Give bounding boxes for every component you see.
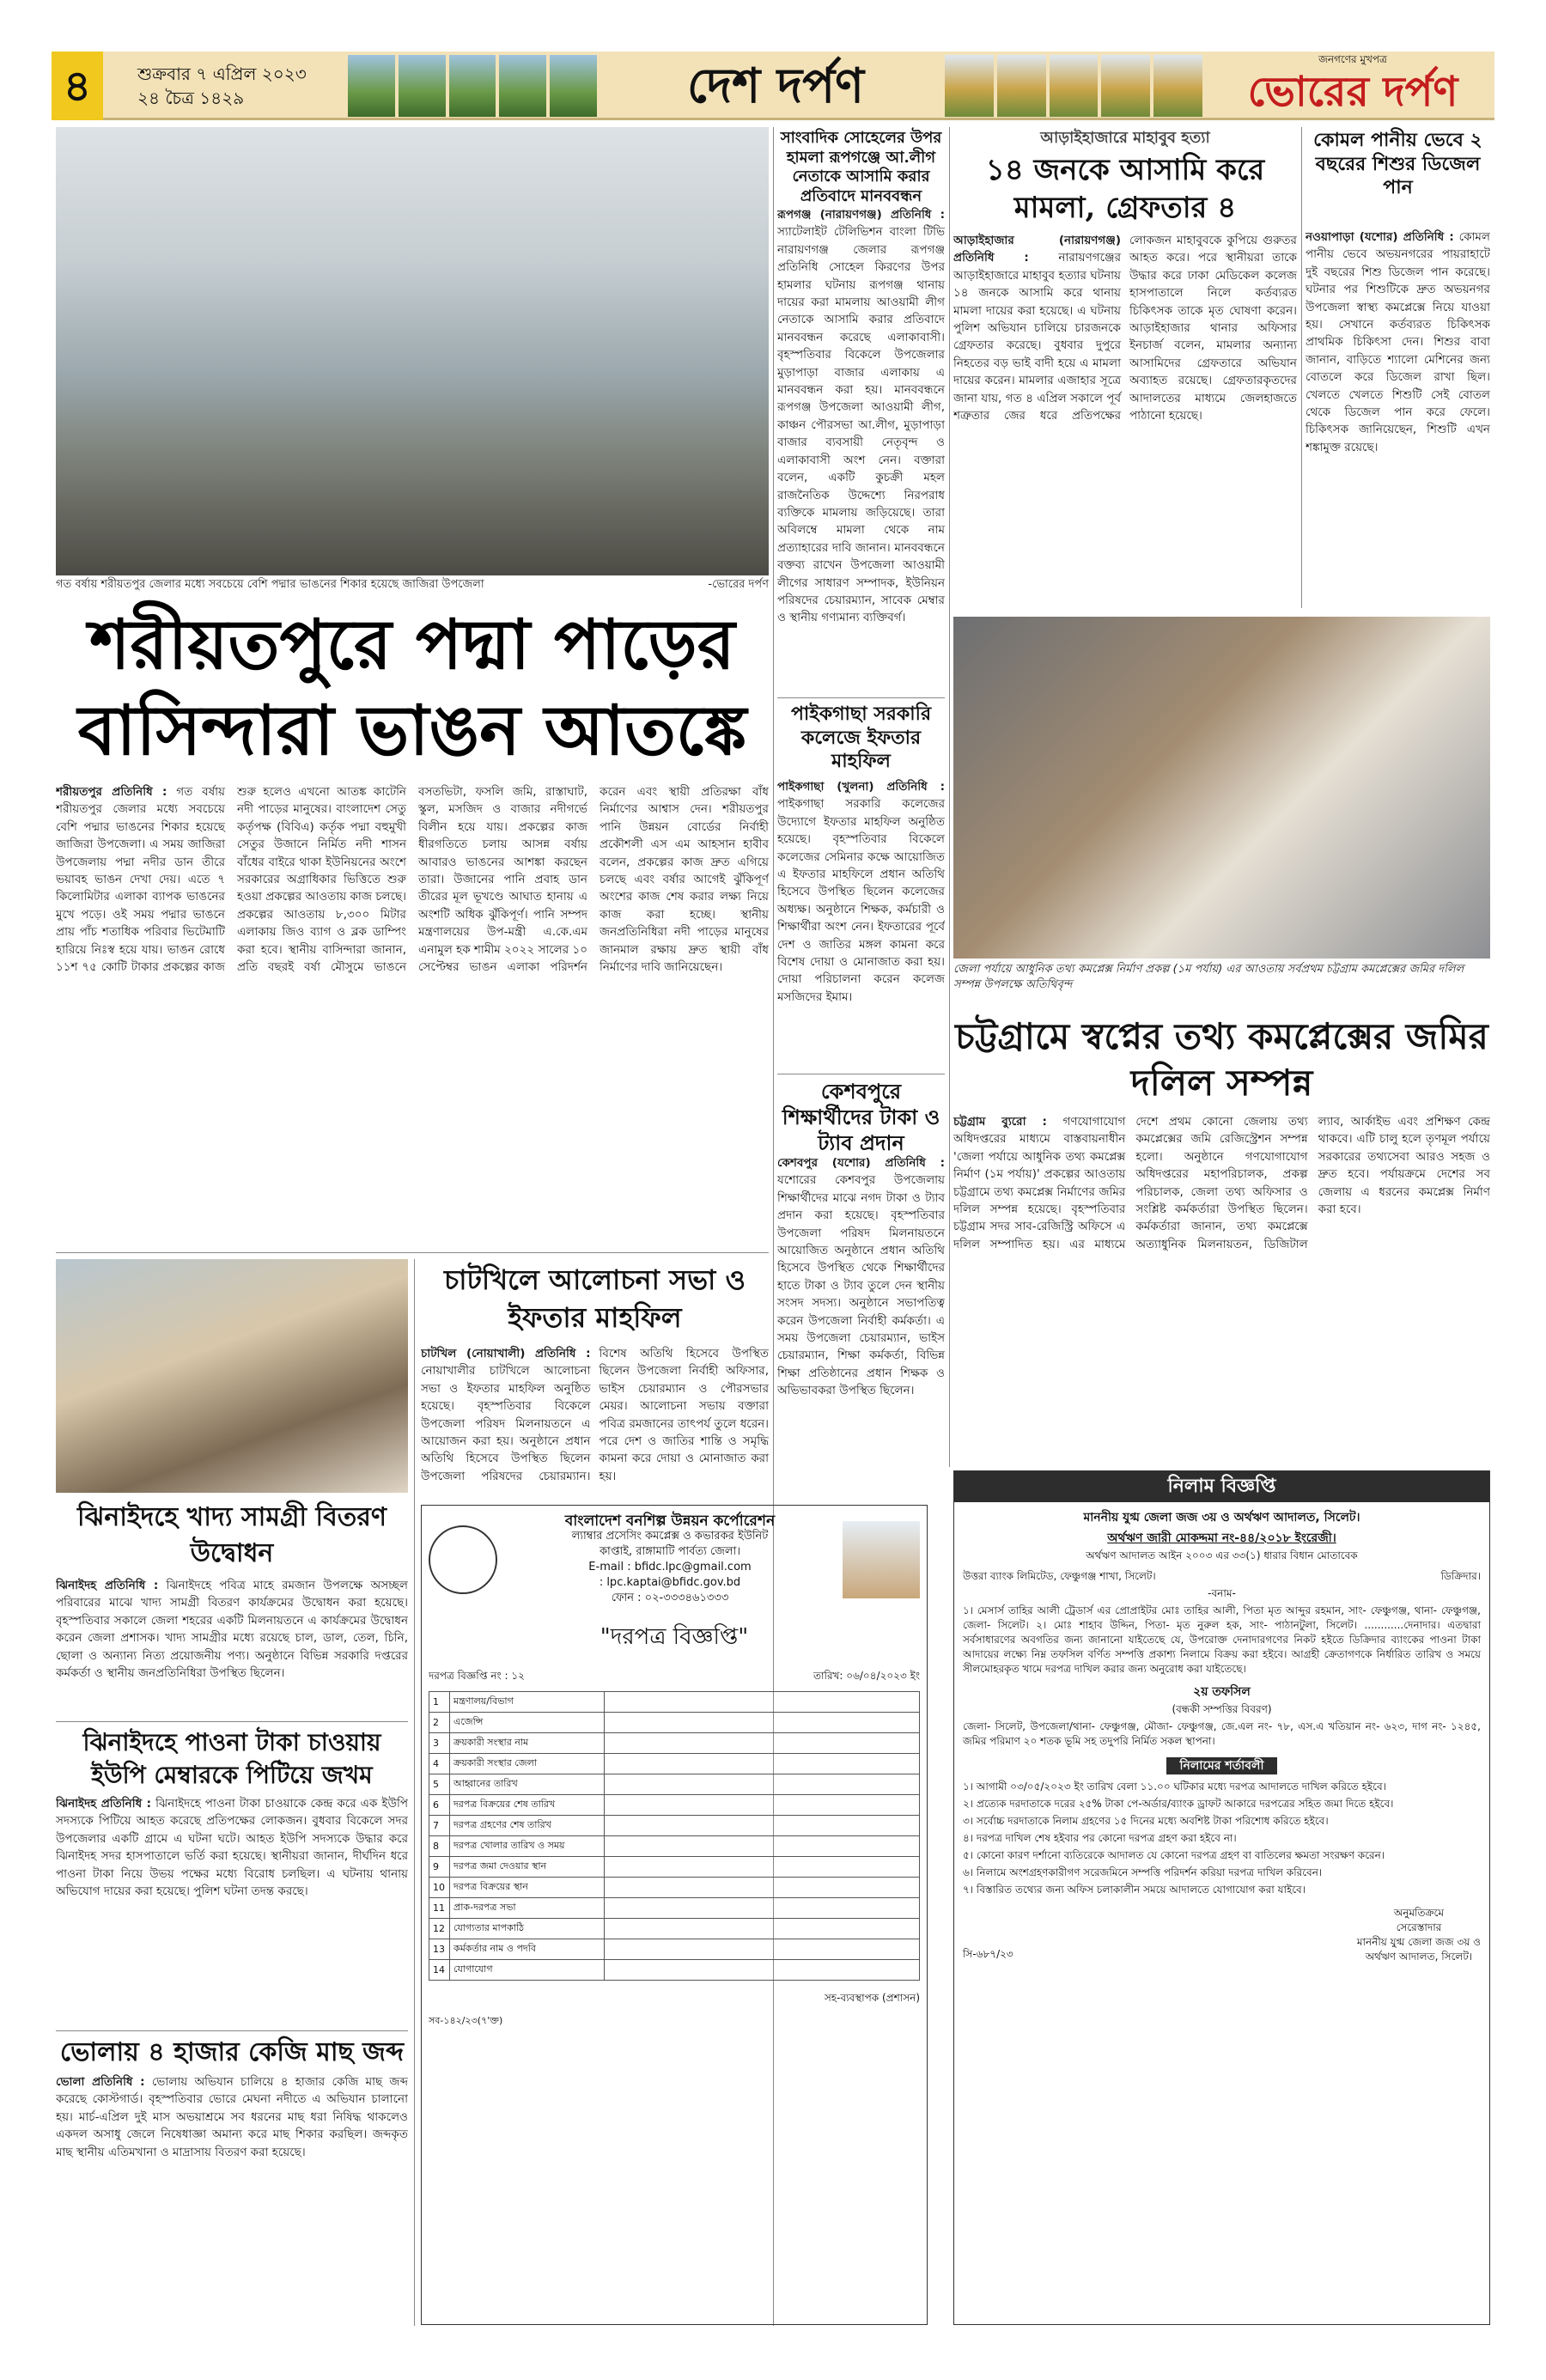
tender-row	[429, 1857, 920, 1878]
logo-text: ভোরের দর্পণ	[1247, 68, 1458, 116]
jhenaidah2-headline: ঝিনাইদহে পাওনা টাকা চাওয়ায় ইউপি মেম্বারকে পিটিয়ে জখম	[82, 1728, 381, 1789]
info-complex-photo	[953, 617, 1490, 959]
tender-row-num: 9	[429, 1857, 450, 1878]
divider	[56, 1721, 408, 1722]
tender-row-label: দরপত্র বিক্রয়ের শেষ তারিখ	[450, 1795, 605, 1816]
auction-act: অর্থঋণ আদালত আইন ২০০৩ এর ৩৩(১) ধারার বিধান মোতাবেক	[1086, 1549, 1358, 1561]
col3-top-headline: সাংবাদিক সোহেলের উপর হামলা রূপগঞ্জে আ.লীগ নেতাকে আসামি করার প্রতিবাদে মানববন্ধন	[780, 129, 942, 205]
divider	[56, 2030, 408, 2031]
tender-row	[429, 1836, 920, 1857]
tender-row-label: দরপত্র বিক্রয়ের স্থান	[450, 1878, 605, 1898]
tender-row	[429, 1960, 920, 1981]
section-title: দেশ দর্পণ	[686, 58, 865, 114]
col3-mid-headline: পাইকগাছা সরকারি কলেজে ইফতার মাহফিল	[790, 703, 932, 772]
tender-row-label: ক্রয়কারী সংস্থার নাম	[450, 1733, 605, 1754]
date-gregorian: শুক্রবার ৭ এপ্রিল ২০২৩	[137, 64, 307, 84]
tender-row-num: 2	[429, 1713, 450, 1733]
jhenaidah1-headline: ঝিনাইদহে খাদ্য সামগ্রী বিতরণ উদ্বোধন	[77, 1502, 386, 1568]
auction-condition: ৬। নিলামে অংশগ্রহণকারীগণ সরেজমিনে সম্পত্তি পরিদর্শন করিয়া দরপত্র দাখিল করিবেন।	[963, 1866, 1323, 1878]
tender-row-num: 5	[429, 1774, 450, 1795]
tender-row-label: প্রাক-দরপত্র সভা	[450, 1898, 605, 1919]
lead-byline: শরীয়তপুর প্রতিনিধি :	[56, 785, 167, 799]
tender-row	[429, 1733, 920, 1754]
right-top-body: আড়াইহাজার (নারায়ণগঞ্জ) প্রতিনিধি : নারায়ণগঞ্জের আড়াইহাজারে মাহাবুব হত্যার ঘটনায় ১৪ জনকে আসামি করে থানায় মামলা দায়ের করা হয়েছে। এ ঘটনায় পুলিশ অভিযান চালিয়ে চারজনকে গ্রেফতার করেছে। বুধবার দুপুরে নিহতের বড় ভাই বাদী হয়ে এ মামলা দায়ের করেন। মামলার এজাহার সূত্রে জানা যায়, গত ৪ এপ্রিল সকালে পূর্ব শত্রুতার জের ধরে প্রতিপক্ষের লোকজন মাহাবুবকে কুপিয়ে গুরুতর আহত করে। পরে স্থানীয়রা তাকে উদ্ধার করে ঢাকা মেডিকেল কলেজ হাসপাতালে নিলে কর্তব্যরত চিকিৎসক তাকে মৃত ঘোষণা করেন। আড়াইহাজার থানার অফিসার ইনচার্জ বলেন, মামলার অন্যান্য আসামিদের গ্রেফতারে অভিযান অব্যাহত রয়েছে। গ্রেফতারকৃতদের আদালতের মাধ্যমে জেলহাজতে পাঠানো হয়েছে।	[953, 234, 1297, 423]
tender-row-label: যোগ্যতার মাপকাঠি	[450, 1919, 605, 1939]
tender-row-value	[605, 1774, 920, 1795]
tender-row	[429, 1795, 920, 1816]
tender-row-value	[605, 1692, 920, 1713]
auction-condition: ১। আগামী ০৩/০৫/২০২৩ ইং তারিখ বেলা ১১.০০ ঘটিকার মধ্যে দরপত্র আদালতে দাখিল করিতে হইবে।	[963, 1780, 1386, 1793]
right-side-headline: কোমল পানীয় ভেবে ২ বছরের শিশুর ডিজেল পান	[1313, 129, 1482, 198]
auction-sign-4: অর্থঋণ আদালত, সিলেট।	[1365, 1951, 1473, 1963]
ctg-headline: চট্টগ্রামে স্বপ্নের তথ্য কমপ্লেক্সের জমির দলিল সম্পন্ন	[955, 1015, 1488, 1104]
portrait-emblem	[843, 1521, 920, 1598]
tender-row-num: 8	[429, 1836, 450, 1857]
logo-tagline: জনগণের মুখপত্র	[1318, 53, 1387, 65]
column-rule	[949, 127, 950, 1467]
tender-row-value	[605, 1836, 920, 1857]
header-photo-strip-right	[945, 55, 1202, 117]
lead-photo	[56, 127, 769, 575]
tender-row-value	[605, 1713, 920, 1733]
auction-condition: ৫। কোনো কারণ দর্শানো ব্যতিরেকে আদালত যে কোনো দরপত্র গ্রহণ বা বাতিলের ক্ষমতা সংরক্ষণ করেন।	[963, 1849, 1385, 1861]
auction-tafsil-sub: (বন্ধকী সম্পত্তির বিবরণ)	[1172, 1703, 1272, 1715]
tender-row-value	[605, 1795, 920, 1816]
auction-tafsil: ২য় তফসিল	[1193, 1685, 1251, 1699]
auction-sign-1: অনুমতিক্রমে	[1393, 1907, 1445, 1919]
page-header	[52, 52, 1494, 120]
header-photo-strip	[348, 55, 597, 117]
tender-row-num: 7	[429, 1816, 450, 1836]
tender-org: বাংলাদেশ বনশিল্প উন্নয়ন কর্পোরেশন	[564, 1513, 776, 1530]
tender-row-value	[605, 1754, 920, 1774]
jhenaidah1-body: ঝিনাইদহ প্রতিনিধি : ঝিনাইদহে পবিত্র মাহে রমজান উপলক্ষে অসচ্ছল পরিবারের মাঝে খাদ্য সামগ্রী বিতরণ কার্যক্রমের উদ্বোধন করা হয়েছে। বৃহস্পতিবার সকালে জেলা শহরের একটি মিলনায়তনে এ কার্যক্রমের উদ্বোধন করেন জেলা প্রশাসক। খাদ্য সামগ্রীর মধ্যে রয়েছে চাল, ডাল, তেল, চিনি, ছোলা ও অন্যান্য নিত্য প্রয়োজনীয় পণ্য। অনুষ্ঠানে বিভিন্ন সরকারি দপ্তরের কর্মকর্তা ও স্থানীয় জনপ্রতিনিধিরা উপস্থিত ছিলেন।	[56, 1579, 408, 1681]
tender-address: কাপ্তাই, রাঙ্গামাটি পার্বত্য জেলা।	[599, 1545, 741, 1558]
column-rule	[414, 1259, 415, 2326]
tender-title: "দরপত্র বিজ্ঞপ্তি"	[600, 1624, 749, 1650]
lead-photo-caption: গত বর্ষায় শরীয়তপুর জেলার মধ্যে সবচেয়ে বেশি পদ্মার ভাঙনের শিকার হয়েছে জাজিরা উপজেলা	[56, 578, 484, 591]
tender-email2: : lpc.kaptai@bfidc.gov.bd	[599, 1576, 741, 1589]
tender-row-num: 12	[429, 1919, 450, 1939]
tender-row-num: 11	[429, 1898, 450, 1919]
right-top-headline: ১৪ জনকে আসামি করে মামলা, গ্রেফতার ৪	[985, 153, 1265, 225]
tender-row	[429, 1898, 920, 1919]
tender-row-label: দরপত্র জমা দেওয়ার স্থান	[450, 1857, 605, 1878]
tender-row	[429, 1939, 920, 1960]
auction-notice	[953, 1470, 1490, 2325]
col3-bot-headline: কেশবপুরে শিক্ষার্থীদের টাকা ও ট্যাব প্রদান	[782, 1079, 940, 1155]
auction-ref: সি-৬৮৭/২৩	[963, 1948, 1013, 1960]
tender-row-label: দরপত্র গ্রহণের শেষ তারিখ	[450, 1816, 605, 1836]
lead-text: গত বর্ষায় শরীয়তপুর জেলার মধ্যে সবচেয়ে বেশি পদ্মার ভাঙনের শিকার হয়েছে জাজিরা উপজেলা। এ সময় জাজিরা উপজেলায় পদ্মা নদীর ডান তীরে ভয়াবহ ভাঙন দেখা দেয়। এতে ৭ কিলোমিটার এলাকা ব্যাপক ভাঙনের মুখে পড়ে। ওই সময় পদ্মার ভাঙনে প্রায় পাঁচ শতাধিক পরিবার ভিটেমাটি হারিয়ে নিঃস্ব হয়ে যায়। ভাঙন রোধে ১১শ ৭৫ কোটি টাকার প্রকল্পের কাজ শুরু হলেও এখনো আতঙ্ক কাটেনি নদী পাড়ের মানুষের। বাংলাদেশ সেতু কর্তৃপক্ষ (বিবিএ) কর্তৃক পদ্মা বহুমুখী সেতুর উজানে নির্মিত নদী শাসন বাঁধের বাইরে থাকা ইউনিয়নের অংশে সরকারের অগ্রাধিকার ভিত্তিতে শুরু হওয়া প্রকল্পের আওতায় কাজ চলছে। প্রকল্পের আওতায় ৮,৩০০ মিটার এলাকায় জিও ব্যাগ ও ব্লক ডাম্পিং করা হবে। স্থানীয় বাসিন্দারা জানান, প্রতি বছরই বর্ষা মৌসুমে ভাঙনে বসতভিটা, ফসলি জমি, রাস্তাঘাট, স্কুল, মসজিদ ও বাজার নদীগর্ভে বিলীন হয়ে যায়। প্রকল্পের কাজ ধীরগতিতে চলায় আসন্ন বর্ষায় আবারও ভাঙনের আশঙ্কা করছেন তারা। উজানের পানি প্রবাহ ডান তীরের মূল ভূখণ্ডে আঘাত হানায় এ অংশটি অধিক ঝুঁকিপূর্ণ। পানি সম্পদ মন্ত্রণালয়ের উপ-মন্ত্রী এ.কে.এম এনামুল হক শামীম ২০২২ সালের ১০ সেপ্টেম্বর ভাঙন এলাকা পরিদর্শন করেন এবং স্থায়ী প্রতিরক্ষা বাঁধ নির্মাণের আশ্বাস দেন। শরীয়তপুর পানি উন্নয়ন বোর্ডের নির্বাহী প্রকৌশলী এস এম আহসান হাবীব বলেন, প্রকল্পের কাজ দ্রুত এগিয়ে চলছে এবং বর্ষার আগেই ঝুঁকিপূর্ণ অংশের কাজ শেষ করার লক্ষ্য নিয়ে কাজ করা হচ্ছে। স্থানীয় জনপ্রতিনিধিরা নদী পাড়ের মানুষের জানমাল রক্ষায় দ্রুত স্থায়ী বাঁধ নির্মাণের দাবি জানিয়েছেন।	[56, 785, 769, 975]
tender-row	[429, 1713, 920, 1733]
lead-body	[56, 783, 769, 1247]
lead-photo-credit: -ভোরের দর্পণ	[708, 578, 769, 591]
jhenaidah2-body: ঝিনাইদহ প্রতিনিধি : ঝিনাইদহে পাওনা টাকা চাওয়াকে কেন্দ্র করে এক ইউপি সদস্যকে পিটিয়ে আহত করেছে প্রতিপক্ষের লোকজন। বুধবার বিকেলে সদর উপজেলার একটি গ্রামে এ ঘটনা ঘটে। আহত ইউপি সদস্যকে উদ্ধার করে ঝিনাইদহ সদর হাসপাতালে ভর্তি করা হয়েছে। স্থানীয়রা জানান, দীর্ঘদিন ধরে পাওনা টাকা নিয়ে উভয় পক্ষের মধ্যে বিরোধ চলছিল। এ ঘটনায় থানায় অভিযোগ দায়ের করা হয়েছে। পুলিশ ঘটনা তদন্ত করছে।	[56, 1797, 408, 1899]
tender-row-num: 14	[429, 1960, 450, 1981]
issue-date	[137, 62, 307, 110]
right-side-body: নওয়াপাড়া (যশোর) প্রতিনিধি : কোমল পানীয় ভেবে অভয়নগরের পায়রাহাটে দুই বছরের শিশু ডিজেল পান করেছে। ঘটনার পর শিশুটিকে দ্রুত অভয়নগর উপজেলা স্বাস্থ্য কমপ্লেক্সে নিয়ে যাওয়া হয়। সেখানে কর্তব্যরত চিকিৎসক প্রাথমিক চিকিৎসা দেন। শিশুর বাবা জানান, বাড়িতে শ্যালো মেশিনের জন্য বোতলে করে ডিজেল রাখা ছিল। খেলতে খেলতে শিশুটি সেই বোতল থেকে ডিজেল পান করে ফেলে। চিকিৎসক জানিয়েছেন, শিশুটি এখন শঙ্কামুক্ত রয়েছে।	[1306, 230, 1490, 454]
tender-row-value	[605, 1939, 920, 1960]
lead-headline-2: বাসিন্দারা ভাঙন আতঙ্কে	[77, 690, 747, 770]
auction-role: ডিক্রিদার।	[1440, 1570, 1481, 1582]
tender-email: E-mail : bfidc.lpc@gmail.com	[588, 1561, 752, 1573]
col3-top-body: রূপগঞ্জ (নারায়ণগঞ্জ) প্রতিনিধি : স্যাটেলাইট টেলিভিশন বাংলা টিভি নারায়ণগঞ্জ জেলার রূপগঞ্জ প্রতিনিধি সোহেল কিরণের উপর হামলার ঘটনায় রূপগঞ্জ থানায় দায়ের করা মামলায় আওয়ামী লীগ নেতাকে আসামি করার প্রতিবাদে মানববন্ধন করেছে এলাকাবাসী। বৃহস্পতিবার বিকেলে উপজেলার মুড়াপাড়া বাজার এলাকায় এ মানববন্ধন করা হয়। মানববন্ধনে রূপগঞ্জ উপজেলা আওয়ামী লীগ, কাঞ্চন পৌরসভা আ.লীগ, মুড়াপাড়া বাজার ব্যবসায়ী নেতৃবৃন্দ ও এলাকাবাসী অংশ নেন। বক্তারা বলেন, একটি কুচক্রী মহল রাজনৈতিক উদ্দেশ্যে নিরপরাধ ব্যক্তিকে মামলায় জড়িয়েছে। তারা অবিলম্বে মামলা থেকে নাম প্রত্যাহারের দাবি জানান। মানববন্ধনে বক্তব্য রাখেন উপজেলা আওয়ামী লীগের সাধারণ সম্পাদক, ইউনিয়ন পরিষদের চেয়ারম্যান, সাবেক মেম্বার ও স্থানীয় গণ্যমান্য ব্যক্তিবর্গ।	[777, 208, 945, 625]
tender-ref: দরপত্র বিজ্ঞপ্তি নং : ১২	[429, 1670, 525, 1682]
divider	[56, 1252, 769, 1253]
column-rule	[1301, 127, 1302, 608]
tender-row-label: আহ্বানের তারিখ	[450, 1774, 605, 1795]
auction-condition: ২। প্রত্যেক দরদাতাকে দরের ২৫% টাকা পে-অর্ডার/ব্যাংক ড্রাফট আকারে দরপত্রের সহিত জমা দিতে হইবে।	[963, 1798, 1394, 1810]
tender-signature: সহ-ব্যবস্থাপক (প্রশাসন)	[824, 1992, 920, 2004]
auction-tafsil-body: জেলা- সিলেট, উপজেলা/থানা- ফেঞ্চুগঞ্জ, মৌজা- ফেঞ্চুগঞ্জ, জে.এল নং- ৭৮, এস.এ খতিয়ান নং- ৬২৩, দাগ নং- ১২৪৫, জমির পরিমাণ ২০ শতক ভূমি সহ তদুপরি নির্মিত সকল স্থাপনা।	[963, 1720, 1481, 1747]
tender-phone: ফোন : ০২-৩৩৩৪৬১৩৩৩	[611, 1592, 729, 1604]
info-complex-caption: জেলা পর্যায়ে আধুনিক তথ্য কমপ্লেক্স নির্মাণ প্রকল্প (১ম পর্যায়) এর আওতায় সর্বপ্রথম চট্টগ্রাম কমপ্লেক্সের জমির দলিল সম্পন্ন উপলক্ষে অতিথিবৃন্দ	[953, 963, 1464, 991]
bhola-body: ভোলা প্রতিনিধি : ভোলায় অভিযান চালিয়ে ৪ হাজার কেজি মাছ জব্দ করেছে কোস্টগার্ড। বৃহস্পতিবার ভোরে মেঘনা নদীতে এ অভিযান চালানো হয়। মার্চ-এপ্রিল দুই মাস অভয়াশ্রমে সব ধরনের মাছ ধরা নিষিদ্ধ থাকলেও একদল অসাধু জেলে নিষেধাজ্ঞা অমান্য করে মাছ শিকার করছিল। জব্দকৃত মাছ স্থানীয় এতিমখানা ও মাদ্রাসায় বিতরণ করা হয়েছে।	[56, 2075, 408, 2159]
tender-row-num: 10	[429, 1878, 450, 1898]
divider	[777, 697, 945, 698]
auction-vs: -বনাম-	[1208, 1587, 1236, 1599]
tender-row	[429, 1754, 920, 1774]
auction-bank: উত্তরা ব্যাংক লিমিটেড, ফেঞ্চুগঞ্জ শাখা, সিলেট।	[963, 1570, 1156, 1582]
chatkhil-headline: চাটখিলে আলোচনা সভা ও ইফতার মাহফিল	[443, 1263, 746, 1334]
auction-sign-2: সেরেস্তাদার	[1396, 1921, 1442, 1933]
tender-row-label: কর্মকর্তার নাম ও পদবি	[450, 1939, 605, 1960]
tender-row	[429, 1919, 920, 1939]
auction-condition: ৭। বিস্তারিত তথ্যের জন্য অফিস চলাকালীন সময়ে আদালতে যোগাযোগ করা যাইবে।	[963, 1884, 1306, 1896]
auction-case: অর্থঋণ জারী মোকদ্দমা নং-৪৪/২০১৮ ইংরেজী।	[1107, 1531, 1336, 1545]
tender-row-value	[605, 1898, 920, 1919]
ctg-body: চট্টগ্রাম ব্যুরো : গণযোগাযোগ অধিদপ্তরের মাধ্যমে বাস্তবায়নাধীন 'জেলা পর্যায়ে আধুনিক তথ্য কমপ্লেক্স নির্মাণ (১ম পর্যায়)' প্রকল্পের আওতায় চট্টগ্রামে তথ্য কমপ্লেক্স নির্মাণের জমির দলিল সম্পন্ন হয়েছে। বৃহস্পতিবার চট্টগ্রাম সদর সাব-রেজিস্ট্রি অফিসে এ দলিল সম্পাদিত হয়। এর মাধ্যমে দেশে প্রথম কোনো জেলায় তথ্য কমপ্লেক্সের জমি রেজিস্ট্রেশন সম্পন্ন হলো। অনুষ্ঠানে গণযোগাযোগ অধিদপ্তরের মহাপরিচালক, প্রকল্প পরিচালক, জেলা তথ্য অফিসার ও সংশ্লিষ্ট কর্মকর্তারা উপস্থিত ছিলেন। কর্মকর্তারা জানান, তথ্য কমপ্লেক্সে অত্যাধুনিক মিলনায়তন, ডিজিটাল ল্যাব, আর্কাইভ এবং প্রশিক্ষণ কেন্দ্র থাকবে। এটি চালু হলে তৃণমূল পর্যায়ে সরকারের তথ্যসেবা আরও সহজ ও দ্রুত হবে। পর্যায়ক্রমে দেশের সব জেলায় এ ধরনের কমপ্লেক্স নির্মাণ করা হবে।	[953, 1115, 1490, 1251]
jhenaidah-photo	[56, 1259, 408, 1493]
tender-row	[429, 1692, 920, 1713]
page-number: ৪	[52, 52, 103, 120]
tender-row	[429, 1774, 920, 1795]
date-bengali: ২৪ চৈত্র ১৪২৯	[137, 88, 245, 108]
col3-mid-body: পাইকগাছা (খুলনা) প্রতিনিধি : পাইকগাছা সরকারি কলেজের উদ্যোগে ইফতার মাহফিল অনুষ্ঠিত হয়েছে। বৃহস্পতিবার বিকেলে কলেজের সেমিনার কক্ষে আয়োজিত এ ইফতার মাহফিলে প্রধান অতিথি হিসেবে উপস্থিত ছিলেন কলেজের অধ্যক্ষ। অনুষ্ঠানে শিক্ষক, কর্মচারী ও শিক্ষার্থীরা অংশ নেন। ইফতারের পূর্বে দেশ ও জাতির মঙ্গল কামনা করে বিশেষ দোয়া ও মোনাজাত করা হয়। দোয়া পরিচালনা করেন কলেজ মসজিদের ইমাম।	[777, 780, 945, 1004]
chatkhil-body: চাটখিল (নোয়াখালী) প্রতিনিধি : নোয়াখালীর চাটখিলে আলোচনা সভা ও ইফতার মাহফিল অনুষ্ঠিত হয়েছে। বৃহস্পতিবার বিকেলে উপজেলা পরিষদ মিলনায়তনে এ আয়োজন করা হয়। অনুষ্ঠানে প্রধান অতিথি হিসেবে উপস্থিত ছিলেন উপজেলা পরিষদের চেয়ারম্যান। বিশেষ অতিথি হিসেবে উপস্থিত ছিলেন উপজেলা নির্বাহী অফিসার, ভাইস চেয়ারম্যান ও পৌরসভার মেয়র। আলোচনা সভায় বক্তারা পবিত্র রমজানের তাৎপর্য তুলে ধরেন। পরে দেশ ও জাতির শান্তি ও সমৃদ্ধি কামনা করে দোয়া ও মোনাজাত করা হয়।	[421, 1347, 769, 1483]
tender-row-label: ক্রয়কারী সংস্থার জেলা	[450, 1754, 605, 1774]
tender-row	[429, 1816, 920, 1836]
tender-row-num: 1	[429, 1692, 450, 1713]
tender-row-value	[605, 1733, 920, 1754]
tender-table	[429, 1691, 920, 1981]
bfidc-emblem-icon	[429, 1525, 497, 1594]
tender-row-num: 4	[429, 1754, 450, 1774]
tender-unit: ল্যাম্বার প্রসেসিং কমপ্লেক্স ও কভারকর ইউনিট	[571, 1530, 769, 1543]
right-kicker: আড়াইহাজারে মাহাবুব হত্যা	[1040, 129, 1210, 147]
tender-row-value	[605, 1878, 920, 1898]
auction-conditions	[963, 1780, 1481, 1897]
newspaper-logo	[1211, 52, 1494, 120]
auction-sign-3: মাননীয় যুগ্ম জেলা জজ ৩য় ও	[1356, 1936, 1481, 1948]
tender-row-label: যোগাযোগ	[450, 1960, 605, 1981]
tender-row-value	[605, 1857, 920, 1878]
auction-body: ১। মেসার্স তাহির আলী ট্রেডার্স এর প্রোপ্রাইটর মোঃ তাহির আলী, পিতা মৃত আব্দুর রহমান, সাং- ফেঞ্চুগঞ্জ, থানা- ফেঞ্চুগঞ্জ, জেলা- সিলেট। ২। মোঃ শাহাব উদ্দিন, পিতা- মৃত নুরুল হক, সাং- পাঠানটুলা, সিলেট। ............দেনাদার। এতদ্বারা সর্বসাধারণের অবগতির জন্য জানানো যাইতেছে যে, উপরোক্ত দেনাদারগণের নিকট হইতে ডিক্রিদার ব্যাংকের পাওনা টাকা আদায়ের লক্ষ্যে নিম্ন তফসিল বর্ণিত সম্পত্তি প্রকাশ্য নিলামে বিক্রয় করা হইবে। আগ্রহী ক্রেতাগণকে নির্ধারিত তারিখ ও সময়ে সীলমোহরকৃত খামে দরপত্র দাখিল করার জন্য অনুরোধ করা যাইতেছে।	[963, 1604, 1481, 1675]
tender-notice	[421, 1505, 928, 2325]
tender-row-value	[605, 1960, 920, 1981]
tender-row-label: দরপত্র খোলার তারিখ ও সময়	[450, 1836, 605, 1857]
tender-row	[429, 1878, 920, 1898]
tender-row-value	[605, 1919, 920, 1939]
tender-row-label: মন্ত্রণালয়/বিভাগ	[450, 1692, 605, 1713]
col3-bot-body: কেশবপুর (যশোর) প্রতিনিধি : যশোরের কেশবপুর উপজেলায় শিক্ষার্থীদের মাঝে নগদ টাকা ও ট্যাব প্রদান করা হয়েছে। বৃহস্পতিবার উপজেলা পরিষদ মিলনায়তনে আয়োজিত অনুষ্ঠানে প্রধান অতিথি হিসেবে উপস্থিত থেকে শিক্ষার্থীদের হাতে টাকা ও ট্যাব তুলে দেন স্থানীয় সংসদ সদস্য। অনুষ্ঠানে সভাপতিত্ব করেন উপজেলা নির্বাহী কর্মকর্তা। এ সময় উপজেলা চেয়ারম্যান, ভাইস চেয়ারম্যান, শিক্ষা কর্মকর্তা, বিভিন্ন শিক্ষা প্রতিষ্ঠানের প্রধান শিক্ষক ও অভিভাবকরা উপস্থিত ছিলেন।	[777, 1156, 945, 1398]
bhola-headline: ভোলায় ৪ হাজার কেজি মাছ জব্দ	[59, 2037, 405, 2067]
auction-court: মাননীয় যুগ্ম জেলা জজ ৩য় ও অর্থঋণ আদালত, সিলেট।	[1083, 1511, 1360, 1525]
tender-footer: সব-১৪২/২৩(৭'ক্ত)	[429, 2015, 503, 2026]
tender-date: তারিখ: ০৬/০৪/২০২৩ ইং	[813, 1670, 920, 1682]
tender-row-num: 3	[429, 1733, 450, 1754]
tender-row-label: এজেন্সি	[450, 1713, 605, 1733]
tender-row-num: 6	[429, 1795, 450, 1816]
tender-row-value	[605, 1816, 920, 1836]
auction-condition: ৩। সর্বোচ্চ দরদাতাকে নিলাম গ্রহণের ১৫ দিনের মধ্যে অবশিষ্ট টাকা পরিশোধ করিতে হইবে।	[963, 1815, 1329, 1827]
tender-row-num: 13	[429, 1939, 450, 1960]
auction-title: নিলাম বিজ্ঞপ্তি	[954, 1471, 1489, 1502]
auction-conditions-title: নিলামের শর্তাবলী	[1166, 1757, 1278, 1774]
lead-headline-1: শরীয়তপুরে পদ্মা পাড়ের	[89, 604, 735, 685]
auction-condition: ৪। দরপত্র দাখিল শেষ হইবার পর কোনো দরপত্র গ্রহণ করা হইবে না।	[963, 1832, 1237, 1844]
